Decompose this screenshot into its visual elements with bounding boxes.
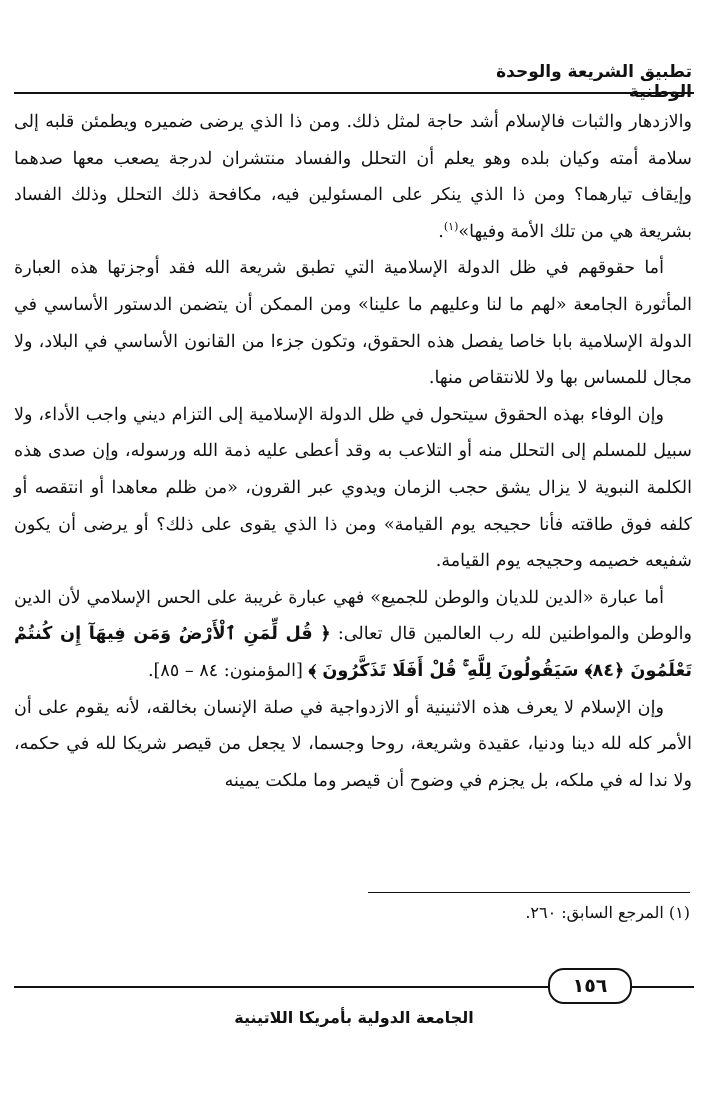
paragraph-1-text: والازدهار والثبات فالإسلام أشد حاجة لمثل ذلك. ومن ذا الذي يرضى ضميره ويطمئن قلبه إلى سلامة أمته وكيان بلده وهو يعلم أن التحلل والفساد منتشران لدرجة يصعب معها صدهما وإيقاف تيارهما؟ ومن ذا الذي ينكر على المسئولين فيه، مكافحة ذلك التحلل وذلك الفساد بشريعة هي من تلك الأمة وفيها» <box>14 112 692 242</box>
footnote: (١) المرجع السابق: ٢٦٠. <box>525 903 690 922</box>
header-divider <box>14 92 694 94</box>
paragraph-3: وإن الوفاء بهذه الحقوق سيتحول في ظل الدولة الإسلامية إلى التزام ديني واجب الأداء، ولا سبيل للمسلم إلى التحلل منه أو التلاعب به وقد أعطى عليه ذمة الله ورسوله، وإن صدى هذه الكلمة النبوية لا يزال يشق حجب الزمان ويدوي عبر القرون، «من ظلم معاهدا أو انتقصه أو كلفه فوق طاقته فأنا حجيجه يوم القيامة» ومن ذا الذي يقوى على ذلك؟ أو يرضى أن يكون شفيعه خصيمه وحجيجه يوم القيامة. <box>14 404 692 572</box>
paragraph-1: والازدهار والثبات فالإسلام أشد حاجة لمثل ذلك. ومن ذا الذي يرضى ضميره ويطمئن قلبه إلى سلامة أمته وكيان بلده وهو يعلم أن التحلل والفساد منتشران لدرجة يصعب معها صدهما وإيقاف تيارهما؟ ومن ذا الذي ينكر على المسئولين فيه، مكافحة ذلك التحلل وذلك الفساد بشريعة هي من تلك الأمة وفيها»$^{(١)}$. <box>14 112 692 242</box>
paragraph-4 <box>14 580 692 690</box>
page-number: ١٥٦ <box>548 968 632 1004</box>
running-header-title: تطبيق الشريعة والوحدة الوطنية <box>496 62 692 102</box>
paragraph-2: أما حقوقهم في ظل الدولة الإسلامية التي تطبق شريعة الله فقد أوجزتها هذه العبارة المأثورة الجامعة «لهم ما لنا وعليهم ما علينا» ومن الممكن أن يتضمن الدستور الأساسي في الدولة الإسلامية بابا خاصا يفصل هذه الحقوق، وتكون جزءا من القانون الأساسي في البلاد، ولا مجال للمساس بها ولا للانتقاص منها. <box>14 258 692 389</box>
quran-verse: ﴿ قُل لِّمَنِ ٱلْأَرْضُ وَمَن فِيهَآ إِن كُنتُمْ تَعْلَمُونَ ﴿٨٤﴾ سَيَقُولُونَ لِلَّهِ ۚ قُلْ أَفَلَا تَذَكَّرُونَ ﴾ <box>14 624 692 681</box>
publisher-footer: الجامعة الدولية بأمريكا اللاتينية <box>234 1008 474 1027</box>
main-text <box>14 104 692 799</box>
quran-citation: [المؤمنون: ٨٤ – ٨٥]. <box>147 660 303 681</box>
footnote-reference[interactable]: (١) <box>443 219 459 233</box>
paragraph-4-text: أما عبارة «الدين للديان والوطن للجميع» فهي عبارة غريبة على الحس الإسلامي لأن الدين والوطن والمواطنين لله رب العالمين قال تعالى: <box>14 587 693 645</box>
paragraph-5: وإن الإسلام لا يعرف هذه الاثنينية أو الازدواجية في صلة الإنسان بخالقه، لأنه يقوم على أن الأمر كله لله دينا ودنيا، عقيدة وشريعة، روحا وجسما، لا يجعل من قيصر شريكا لله في حكمه، ولا ندا له في ملكه، بل يجزم في وضوح أن قيصر وما ملكت يمينه <box>14 697 692 791</box>
footnote-divider <box>368 892 690 893</box>
